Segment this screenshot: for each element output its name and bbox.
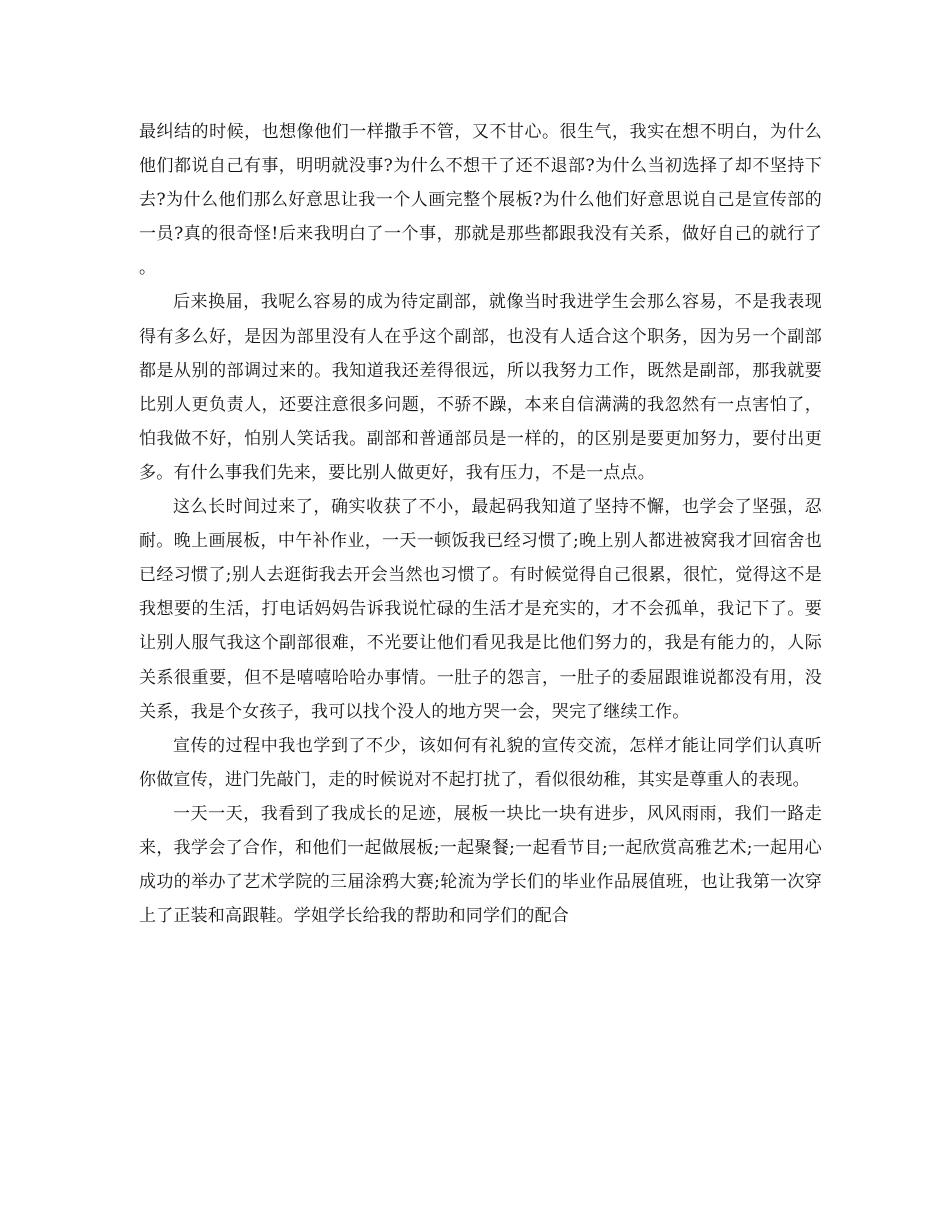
paragraph-3: 这么长时间过来了，确实收获了不小，最起码我知道了坚持不懈，也学会了坚强，忍耐。晚上画展板，中午补作业，一天一顿饭我已经习惯了;晚上别人都进被窝我才回宿舍也已经习惯了;别人去逛街我去开会当然也习惯了。有时候觉得自己很累，很忙，觉得这不是我想要的生活，打电话妈妈告诉我说忙碌的生活才是充实的，才不会孤单，我记下了。要让别人服气我这个副部很难，不光要让他们看见我是比他们努力的，我是有能力的，人际关系很重要，但不是嘻嘻哈哈办事情。一肚子的怨言，一肚子的委屈跟谁说都没有用，没关系，我是个女孩子，我可以找个没人的地方哭一会，哭完了继续工作。 xyxy=(139,497,822,722)
paragraph-1: 最纠结的时候，也想像他们一样撒手不管，又不甘心。很生气，我实在想不明白，为什么他们都说自己有事，明明就没事?为什么不想干了还不退部?为什么当初选择了却不坚持下去?为什么他们那么好意思让我一个人画完整个展板?为什么他们好意思说自己是宣传部的一员?真的很奇怪!后来我明白了一个事，那就是那些都跟我没有关系，做好自己的就行了。 xyxy=(139,122,822,279)
document-page xyxy=(139,115,822,933)
paragraph-2: 后来换届，我呢么容易的成为待定副部，就像当时我进学生会那么容易，不是我表现得有多么好，是因为部里没有人在乎这个副部，也没有人适合这个职务，因为另一个副部都是从别的部调过来的。我知道我还差得很远，所以我努力工作，既然是副部，那我就要比别人更负责人，还要注意很多问题，不骄不躁，本来自信满满的我忽然有一点害怕了，怕我做不好，怕别人笑话我。副部和普通部员是一样的，的区别是要更加努力，要付出更多。有什么事我们先来，要比别人做更好，我有压力，不是一点点。 xyxy=(139,292,822,483)
paragraph-4: 宣传的过程中我也学到了不少，该如何有礼貌的宣传交流，怎样才能让同学们认真听你做宣传，进门先敲门，走的时候说对不起打扰了，看似很幼稚，其实是尊重人的表现。 xyxy=(139,735,822,790)
paragraph-5: 一天一天，我看到了我成长的足迹，展板一块比一块有进步，风风雨雨，我们一路走来，我学会了合作，和他们一起做展板;一起聚餐;一起看节目;一起欣赏高雅艺术;一起用心成功的举办了艺术学院的三届涂鸦大赛;轮流为学长们的毕业作品展值班，也让我第一次穿上了正装和高跟鞋。学姐学长给我的帮助和同学们的配合 xyxy=(139,803,822,927)
